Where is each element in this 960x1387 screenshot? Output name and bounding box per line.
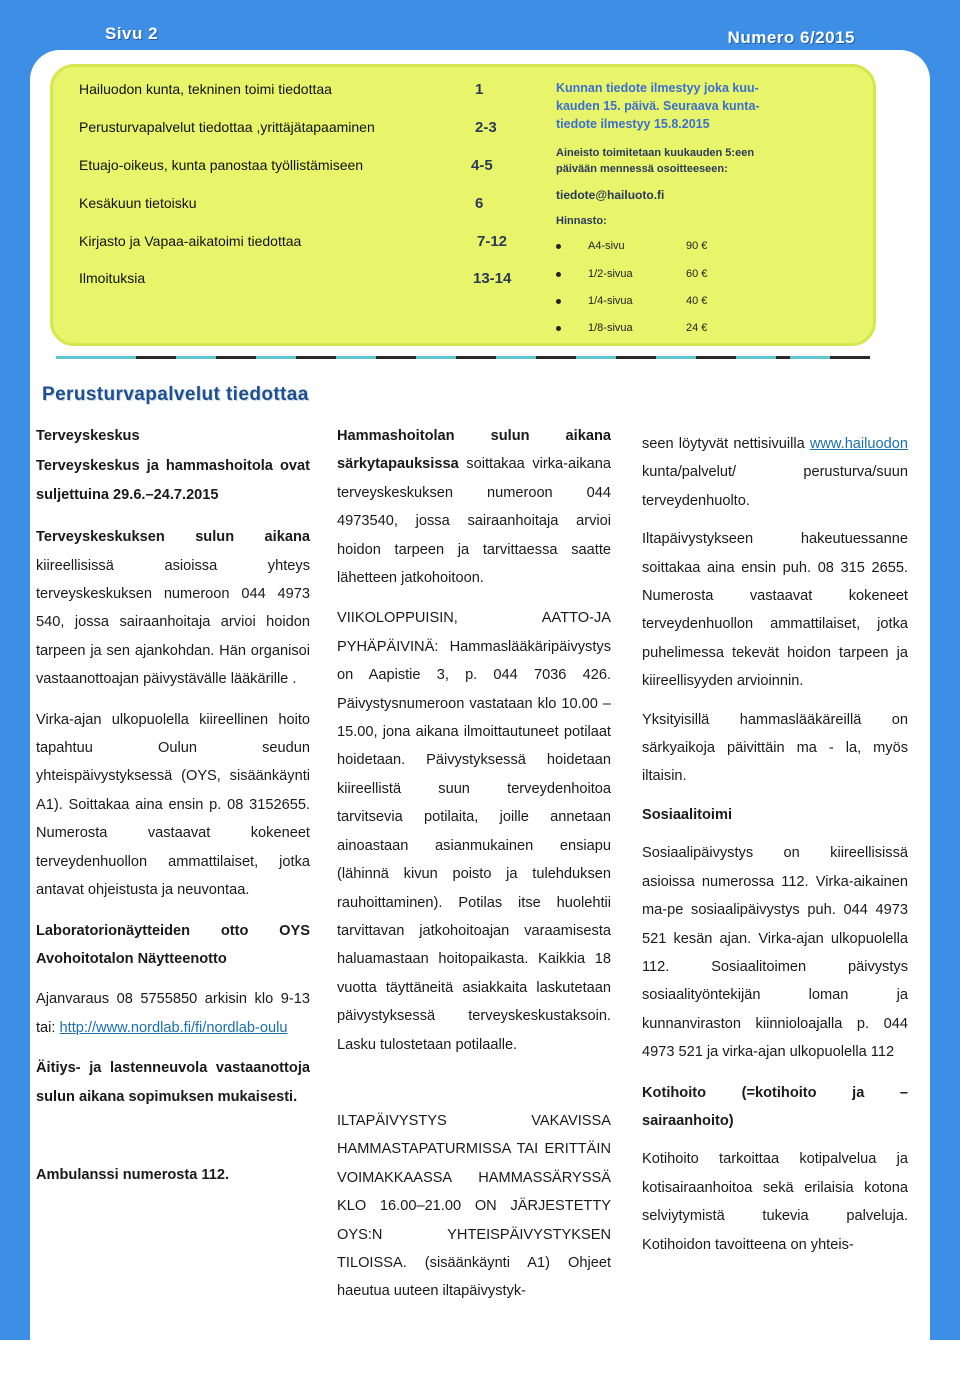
- paragraph-text: kiireellisissä asioissa yhteys terveyskeskuksen numeroon 044 4973 540, jossa sairaanhoitaja arvioi hoidon tarpeen ja sen ajankohdan. Hän organisoi vastaanottoajan päivystävälle lääkärille .: [36, 557, 310, 688]
- paragraph: Kotihoito tarkoittaa kotipalvelua ja kotisairaanhoitoa sekä erilaisia kotona selviytymistä tukevia palveluja. Kotihoidon tavoitteena on yhteis-: [642, 1151, 908, 1253]
- paragraph-lead: Hammashoitolan sulun aikana särkytapauksissa: [337, 428, 611, 473]
- bullet-icon: [556, 244, 561, 249]
- article-column-3: [642, 430, 908, 1259]
- price-value: 40 €: [686, 295, 708, 307]
- bullet-icon: [556, 326, 561, 331]
- price-label: A4-sivu: [588, 240, 625, 252]
- heading-maternity: Äitiys- ja lastenneuvola vastaanottoja sulun aikana sopimuksen mukaisesti.: [36, 1060, 310, 1105]
- price-label: 1/2-sivua: [588, 268, 633, 280]
- paragraph: Iltapäivystykseen hakeutuessanne soittakaa aina ensin puh. 08 315 2655. Numerosta vastaavat kokeneet terveydenhuollon ammattilaiset, jotka puhelimessa tekevät hoidon tarpeen ja kiireellisyyden arvioinnin.: [642, 531, 908, 690]
- toc-page: 13-14: [473, 270, 512, 287]
- article-column-2: [337, 422, 611, 1306]
- ambulance-notice: Ambulanssi numerosta 112.: [36, 1166, 230, 1183]
- nordlab-link[interactable]: http://www.nordlab.fi/fi/nordlab-oulu: [59, 1019, 288, 1036]
- toc-title: Etuajo-oikeus, kunta panostaa työllistämiseen: [79, 157, 364, 173]
- hailuoto-link[interactable]: www.hailuodon: [809, 436, 908, 452]
- divider-segment: [176, 356, 216, 359]
- paragraph: [337, 422, 611, 592]
- toc-page: 2-3: [475, 119, 497, 136]
- toc-title: Perusturvapalvelut tiedottaa ,yrittäjätapaaminen: [79, 119, 375, 135]
- divider-segment: [790, 356, 830, 359]
- heading-kotihoito: Kotihoito (=kotihoito ja – sairaanhoito): [642, 1084, 908, 1129]
- divider-segment: [576, 356, 616, 359]
- toc-title: Hailuodon kunta, tekninen toimi tiedottaa: [79, 81, 332, 97]
- divider-segment: [416, 356, 456, 359]
- heading-laboratory: Laboratorionäytteiden otto OYS Avohoitotalon Näytteenotto: [36, 922, 310, 967]
- toc-page: 1: [475, 81, 484, 98]
- paragraph: ILTAPÄIVYSTYS VAKAVISSA HAMMASTAPATURMISSA TAI ERITTÄIN VOIMAKKAASSA HAMMASSÄRYSSÄ KLO 16.00–21.00 ON JÄRJESTETTY OYS:N YHTEISPÄIVYSTYKSEN TILOISSA. (sisäänkäynti A1) Ohjeet haeutua uuteen iltapäivystyk-: [337, 1112, 611, 1300]
- page-number: Sivu 2: [105, 24, 159, 43]
- price-value: 60 €: [686, 268, 708, 280]
- paragraph-text: soittakaa virka-aikana terveyskeskuksen numeroon 044 4973540, jossa sairaanhoitaja arvioi hoidon tarpeen ja tarvittaessa saatte lähetteen jatkohoitoon.: [337, 456, 611, 587]
- divider-segment: [496, 356, 536, 359]
- publication-info-line: kauden 15. päivä. Seuraava kunta-: [556, 99, 760, 113]
- toc-title: Ilmoituksia: [79, 270, 146, 286]
- paragraph-text: kunta/palvelut/ perusturva/suun terveydenhuolto.: [642, 464, 908, 509]
- paragraph: Sosiaalipäivystys on kiireellisissä asioissa numerossa 112. Virka-aikainen ma-pe sosiaalipäivystys puh. 044 4973 521 kesän ajan. Virka-ajan ulkopuolella 112. Sosiaalitoimen päivystys sosiaalityöntekijän loman ja kunnanviraston kiinnioloajalla p. 044 4973 521 ja virka-ajan ulkopuolella 112: [642, 845, 908, 1061]
- article-column-1: [36, 422, 310, 1189]
- paragraph: Virka-ajan ulkopuolella kiireellinen hoito tapahtuu Oulun seudun yhteispäivystyksessä (OYS, sisäänkäynti A1). Soittakaa aina ensin p. 08 3152655. Numerosta vastaavat kokeneet terveydenhuollon ammattilaiset, jotka antavat ohjeistusta ja neuvontaa.: [36, 711, 310, 899]
- divider-segment: [656, 356, 696, 359]
- publication-info-line: tiedote ilmestyy 15.8.2015: [556, 117, 710, 131]
- heading-terveyskeskus: Terveyskeskus: [36, 428, 140, 444]
- paragraph-text: Ajanvaraus 08 5755850 arkisin klo 9-13 tai:: [36, 991, 310, 1036]
- paragraph: Yksityisillä hammaslääkäreillä on särkyaikoja päivittäin ma - la, myös iltaisin.: [642, 711, 908, 785]
- paragraph: [36, 985, 310, 1042]
- toc-title: Kesäkuun tietoisku: [79, 195, 197, 211]
- paragraph: [642, 430, 908, 515]
- divider-segment: [736, 356, 776, 359]
- paragraph: [36, 523, 310, 693]
- bullet-icon: [556, 299, 561, 304]
- divider-segment: [256, 356, 296, 359]
- toc-page: 4-5: [471, 157, 493, 174]
- divider-segment: [336, 356, 376, 359]
- price-list-title: Hinnasto:: [556, 215, 607, 227]
- paragraph: VIIKOLOPPUISIN, AATTO-JA PYHÄPÄIVINÄ: Hammaslääkäripäivystys on Aapistie 3, p. 044 7036 426. Päivystysnumeroon vastataan klo 10.00 – 15.00, jona aikana ilmoittautuneet potilaat hoidetaan. Päivystyksessä hoidetaan kiireellistä suun terveydenhoitoa tarvitsevia potilaita, joille annetaan ainoastaan asianmukainen ensiapu (lähinnä kivun poisto ja tulehduksen rauhoittaminen). Potilas itse huolehtii tarvittavan jatkohoitoajan varaamisesta haluamastaan hoitopaikasta. Kaikkia 18 vuotta täyttäneitä asiakkaita laskutetaan päivystyksessä terveyskeskustaksoin. Lasku tulostetaan potilaalle.: [337, 610, 611, 1053]
- divider-segment: [56, 356, 136, 359]
- material-deadline: Aineisto toimitetaan kuukauden 5:een: [556, 147, 755, 159]
- toc-page: 6: [475, 195, 484, 212]
- price-label: 1/4-sivua: [588, 295, 633, 307]
- price-value: 90 €: [686, 240, 708, 252]
- material-deadline: päivään mennessä osoitteeseen:: [556, 163, 728, 175]
- contact-email[interactable]: tiedote@hailuoto.fi: [556, 188, 665, 202]
- paragraph-text: seen löytyvät nettisivuilla: [642, 436, 810, 452]
- publication-info-line: Kunnan tiedote ilmestyy joka kuu-: [556, 81, 759, 95]
- section-title: Perusturvapalvelut tiedottaa: [42, 384, 309, 405]
- page-bottom: [0, 1340, 960, 1387]
- price-label: 1/8-sivua: [588, 322, 633, 334]
- toc-page: 7-12: [477, 233, 508, 250]
- issue-number: Numero 6/2015: [727, 28, 855, 47]
- heading-sosiaalitoimi: Sosiaalitoimi: [642, 806, 733, 823]
- price-value: 24 €: [686, 322, 708, 334]
- closure-notice: Terveyskeskus ja hammashoitola ovat suljettuina 29.6.–24.7.2015: [36, 458, 310, 503]
- toc-title: Kirjasto ja Vapaa-aikatoimi tiedottaa: [79, 233, 302, 249]
- bullet-icon: [556, 272, 561, 277]
- paragraph-lead: Terveyskeskuksen sulun aikana: [36, 529, 310, 546]
